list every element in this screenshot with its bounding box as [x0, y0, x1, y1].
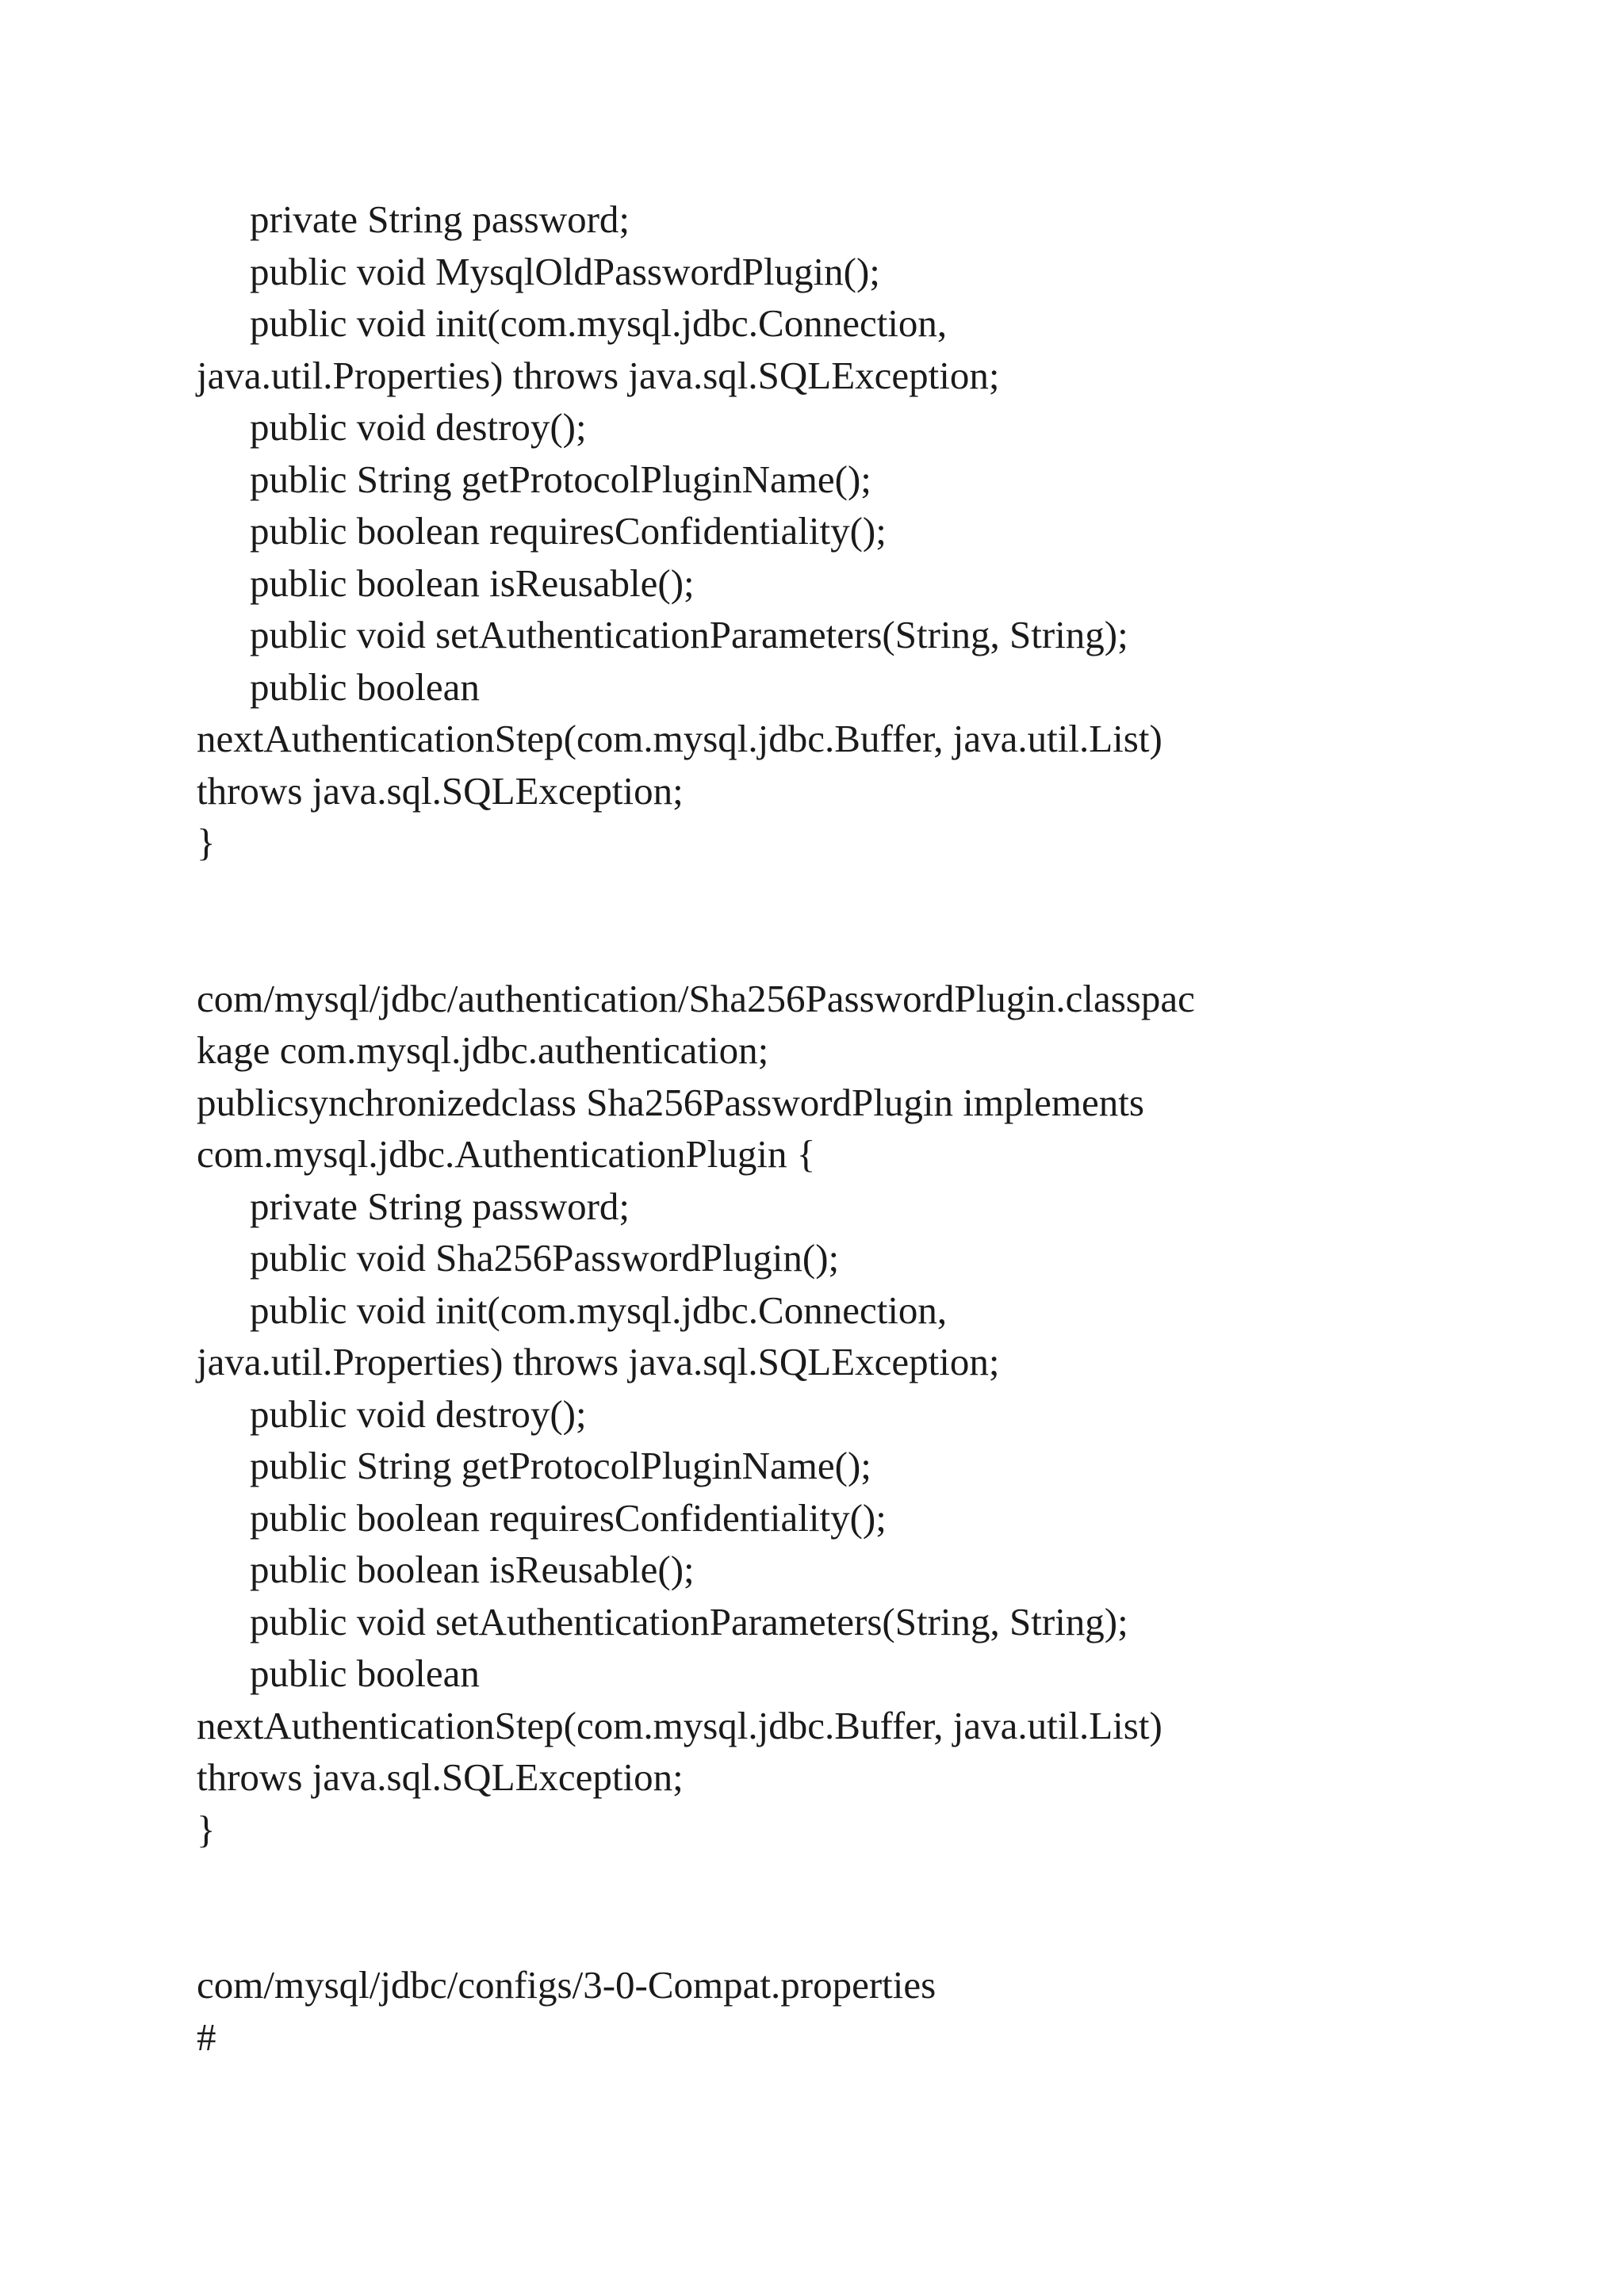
text-line: throws java.sql.SQLException; [197, 768, 684, 813]
text-line: com/mysql/jdbc/authentication/Sha256PasswordPlugin.classpac [197, 976, 1195, 1020]
text-line: java.util.Properties) throws java.sql.SQLException; [197, 1340, 1000, 1383]
text-line: public boolean [250, 664, 480, 709]
text-line: } [197, 1807, 216, 1851]
text-line: public void setAuthenticationParameters(String, String); [250, 613, 1128, 656]
text-line: private String password; [250, 1184, 630, 1228]
text-line: public boolean requiresConfidentiality(); [250, 509, 887, 553]
document-text [197, 193, 1545, 2063]
text-line: public void Sha256PasswordPlugin(); [250, 1236, 840, 1280]
text-line: publicsynchronizedclass Sha256PasswordPlugin implements [197, 1080, 1144, 1124]
text-line: public boolean [250, 1651, 480, 1695]
text-line: public boolean isReusable(); [250, 1548, 695, 1591]
text-line: throws java.sql.SQLException; [197, 1755, 684, 1799]
text-line: public void destroy(); [250, 1391, 587, 1436]
text-line: public boolean isReusable(); [250, 561, 695, 605]
text-line: kage com.mysql.jdbc.authentication; [197, 1028, 769, 1072]
text-line: # [197, 2015, 216, 2059]
text-line: java.util.Properties) throws java.sql.SQLException; [197, 353, 1000, 397]
blank-line [197, 1855, 1545, 1908]
text-line: public void setAuthenticationParameters(String, String); [250, 1599, 1128, 1644]
text-line: public String getProtocolPluginName(); [250, 1444, 871, 1487]
text-line: com.mysql.jdbc.AuthenticationPlugin { [197, 1132, 816, 1176]
text-line: nextAuthenticationStep(com.mysql.jdbc.Buffer, java.util.List) [197, 1703, 1162, 1747]
blank-line [197, 1908, 1545, 1960]
text-line: com/mysql/jdbc/configs/3-0-Compat.properties [197, 1963, 936, 2007]
text-line: private String password; [250, 197, 630, 241]
text-line: public void MysqlOldPasswordPlugin(); [250, 249, 880, 293]
blank-line [197, 920, 1545, 973]
blank-line [197, 869, 1545, 921]
text-line: public String getProtocolPluginName(); [250, 457, 871, 501]
text-line: public void destroy(); [250, 405, 587, 449]
text-line: } [197, 821, 216, 864]
text-line: public void init(com.mysql.jdbc.Connection, [250, 1288, 948, 1332]
text-line: public void init(com.mysql.jdbc.Connection, [250, 301, 948, 345]
text-line: nextAuthenticationStep(com.mysql.jdbc.Buffer, java.util.List) [197, 717, 1162, 760]
text-line: public boolean requiresConfidentiality(); [250, 1495, 887, 1540]
